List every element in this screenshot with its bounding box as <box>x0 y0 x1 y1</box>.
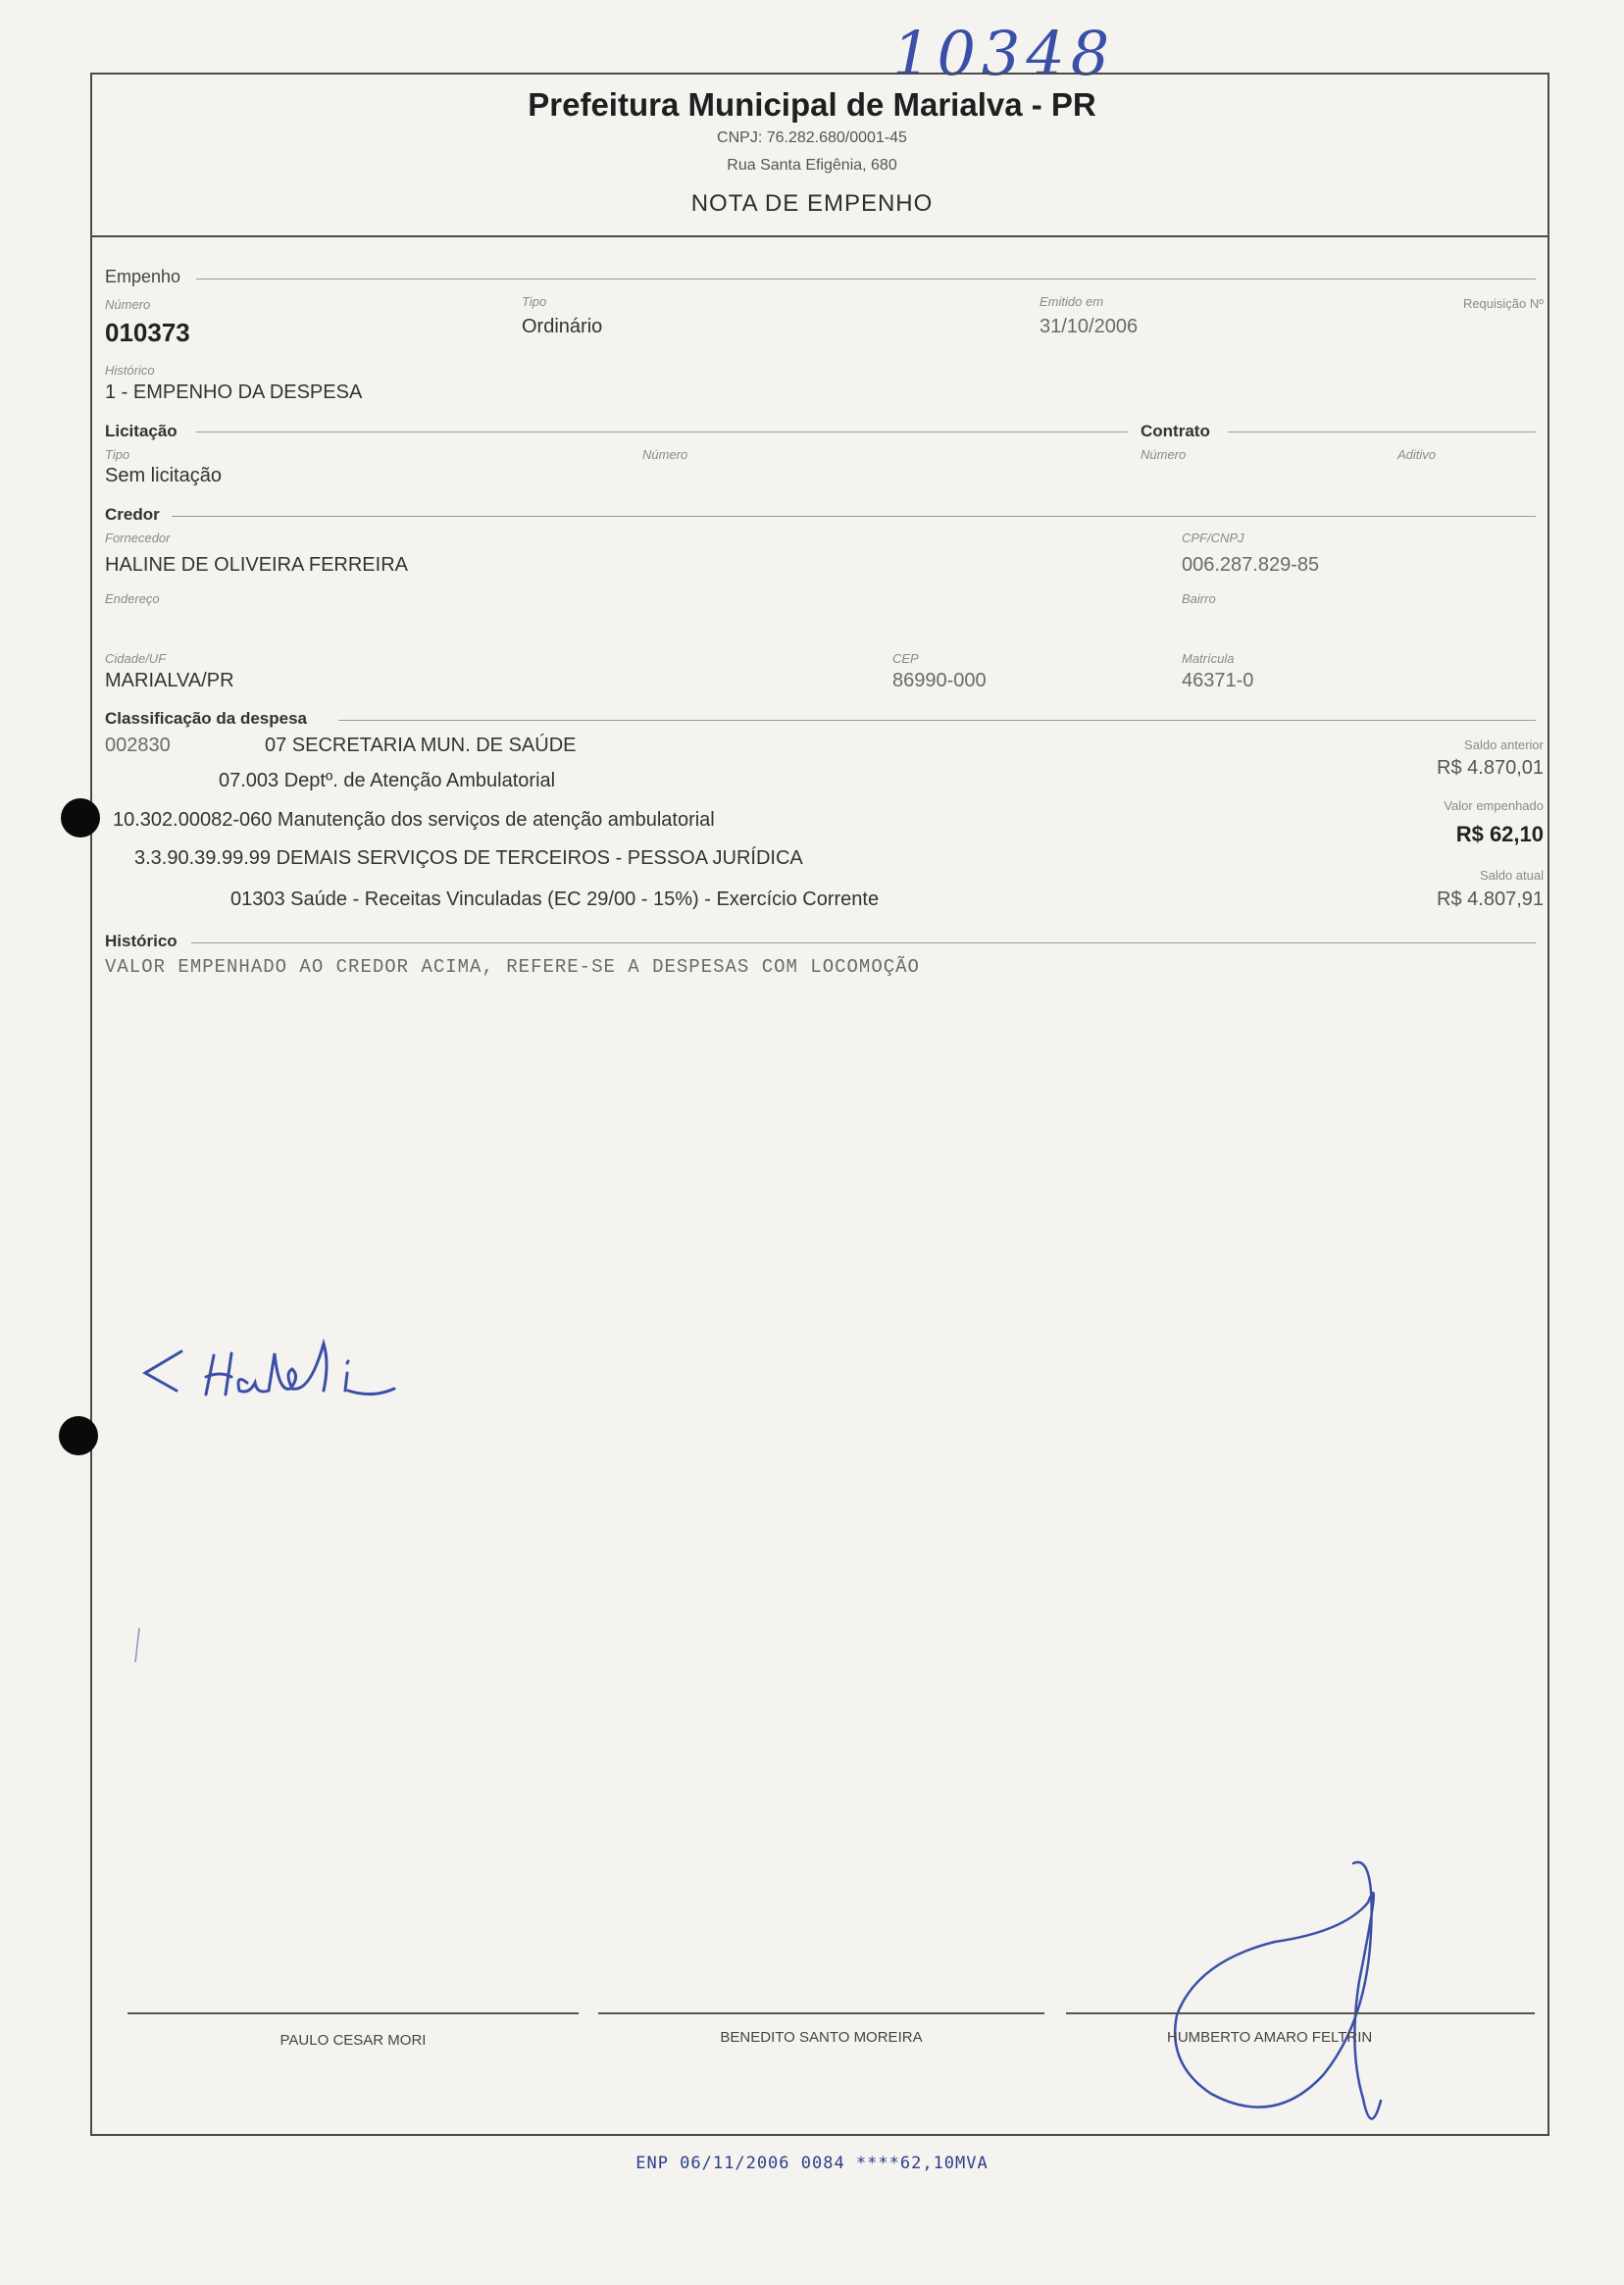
classificacao-programa: 10.302.00082-060 Manutenção dos serviços de atenção ambulatorial <box>113 809 715 831</box>
document-type-title: NOTA DE EMPENHO <box>690 190 934 217</box>
historico-text: VALOR EMPENHADO AO CREDOR ACIMA, REFERE-SE A DESPESAS COM LOCOMOÇÃO <box>105 956 920 978</box>
signature-name-2: BENEDITO SANTO MOREIRA <box>720 2029 923 2046</box>
licitacao-tipo-label: Tipo <box>105 447 130 462</box>
section-historico: Histórico <box>105 932 178 950</box>
classificacao-fonte: 01303 Saúde - Receitas Vinculadas (EC 29/00 - 15%) - Exercício Corrente <box>230 889 880 910</box>
emitido-label: Emitido em <box>1040 294 1104 309</box>
empenho-numero: 010373 <box>105 318 190 347</box>
section-licitacao: Licitação <box>105 422 178 440</box>
historico-label: Histórico <box>105 363 155 378</box>
footer-stamp: ENP 06/11/2006 0084 ****62,10MVA <box>635 2154 989 2173</box>
cidade-label: Cidade/UF <box>105 651 167 666</box>
classificacao-code: 002830 <box>105 735 171 756</box>
contrato-aditivo-label: Aditivo <box>1397 447 1437 462</box>
punch-hole <box>61 798 100 838</box>
section-empenho: Empenho <box>105 267 181 286</box>
saldo-atual-value: R$ 4.807,91 <box>1437 889 1544 910</box>
saldo-anterior-label: Saldo anterior <box>1464 737 1544 752</box>
section-contrato: Contrato <box>1141 422 1210 440</box>
tipo-label: Tipo <box>522 294 547 309</box>
handwritten-signature-credor <box>137 1334 422 1412</box>
saldo-anterior-value: R$ 4.870,01 <box>1437 757 1544 779</box>
valor-empenhado-value: R$ 62,10 <box>1455 822 1544 846</box>
handwritten-document-number: 10348 <box>892 18 1116 89</box>
stray-pen-mark <box>127 1623 157 1672</box>
signature-name-1: PAULO CESAR MORI <box>279 2032 427 2049</box>
signature-line <box>1066 2012 1535 2014</box>
punch-hole <box>59 1416 98 1455</box>
section-rule <box>191 942 1536 943</box>
empenho-tipo: Ordinário <box>522 316 603 337</box>
header-separator <box>90 235 1549 237</box>
contrato-numero-label: Número <box>1141 447 1187 462</box>
org-address: Rua Santa Efigênia, 680 <box>727 157 897 174</box>
licitacao-numero-label: Número <box>642 447 688 462</box>
credor-matricula: 46371-0 <box>1182 670 1254 691</box>
section-classificacao: Classificação da despesa <box>105 709 308 728</box>
signature-name-3: HUMBERTO AMARO FELTRIN <box>1167 2029 1373 2046</box>
cep-label: CEP <box>892 651 919 666</box>
credor-cpf: 006.287.829-85 <box>1182 554 1320 576</box>
bairro-label: Bairro <box>1182 591 1216 606</box>
signature-line <box>127 2012 579 2014</box>
handwritten-signature-flourish <box>1157 1844 1432 2158</box>
org-cnpj: CNPJ: 76.282.680/0001-45 <box>717 129 907 146</box>
saldo-atual-label: Saldo atual <box>1479 868 1544 883</box>
credor-cidade: MARIALVA/PR <box>105 670 234 691</box>
empenho-emitido: 31/10/2006 <box>1040 316 1139 337</box>
credor-cep: 86990-000 <box>892 670 987 691</box>
classificacao-orgao: 07 SECRETARIA MUN. DE SAÚDE <box>265 735 577 756</box>
page-title: Prefeitura Municipal de Marialva - PR <box>528 86 1096 123</box>
numero-label: Número <box>105 297 151 312</box>
matricula-label: Matrícula <box>1182 651 1235 666</box>
requisicao-label: Requisição Nº <box>1462 296 1544 311</box>
valor-empenhado-label: Valor empenhado <box>1444 798 1544 813</box>
fornecedor-label: Fornecedor <box>105 531 171 545</box>
endereco-label: Endereço <box>105 591 160 606</box>
classificacao-elemento: 3.3.90.39.99.99 DEMAIS SERVIÇOS DE TERCEIROS - PESSOA JURÍDICA <box>134 847 803 869</box>
section-credor: Credor <box>105 505 160 524</box>
empenho-historico: 1 - EMPENHO DA DESPESA <box>105 381 363 403</box>
section-rule <box>338 720 1536 721</box>
cpf-label: CPF/CNPJ <box>1182 531 1244 545</box>
classificacao-unidade: 07.003 Deptº. de Atenção Ambulatorial <box>219 770 556 791</box>
credor-fornecedor: HALINE DE OLIVEIRA FERREIRA <box>105 554 408 576</box>
section-rule <box>172 516 1536 517</box>
signature-line <box>598 2012 1044 2014</box>
licitacao-tipo: Sem licitação <box>105 465 222 486</box>
